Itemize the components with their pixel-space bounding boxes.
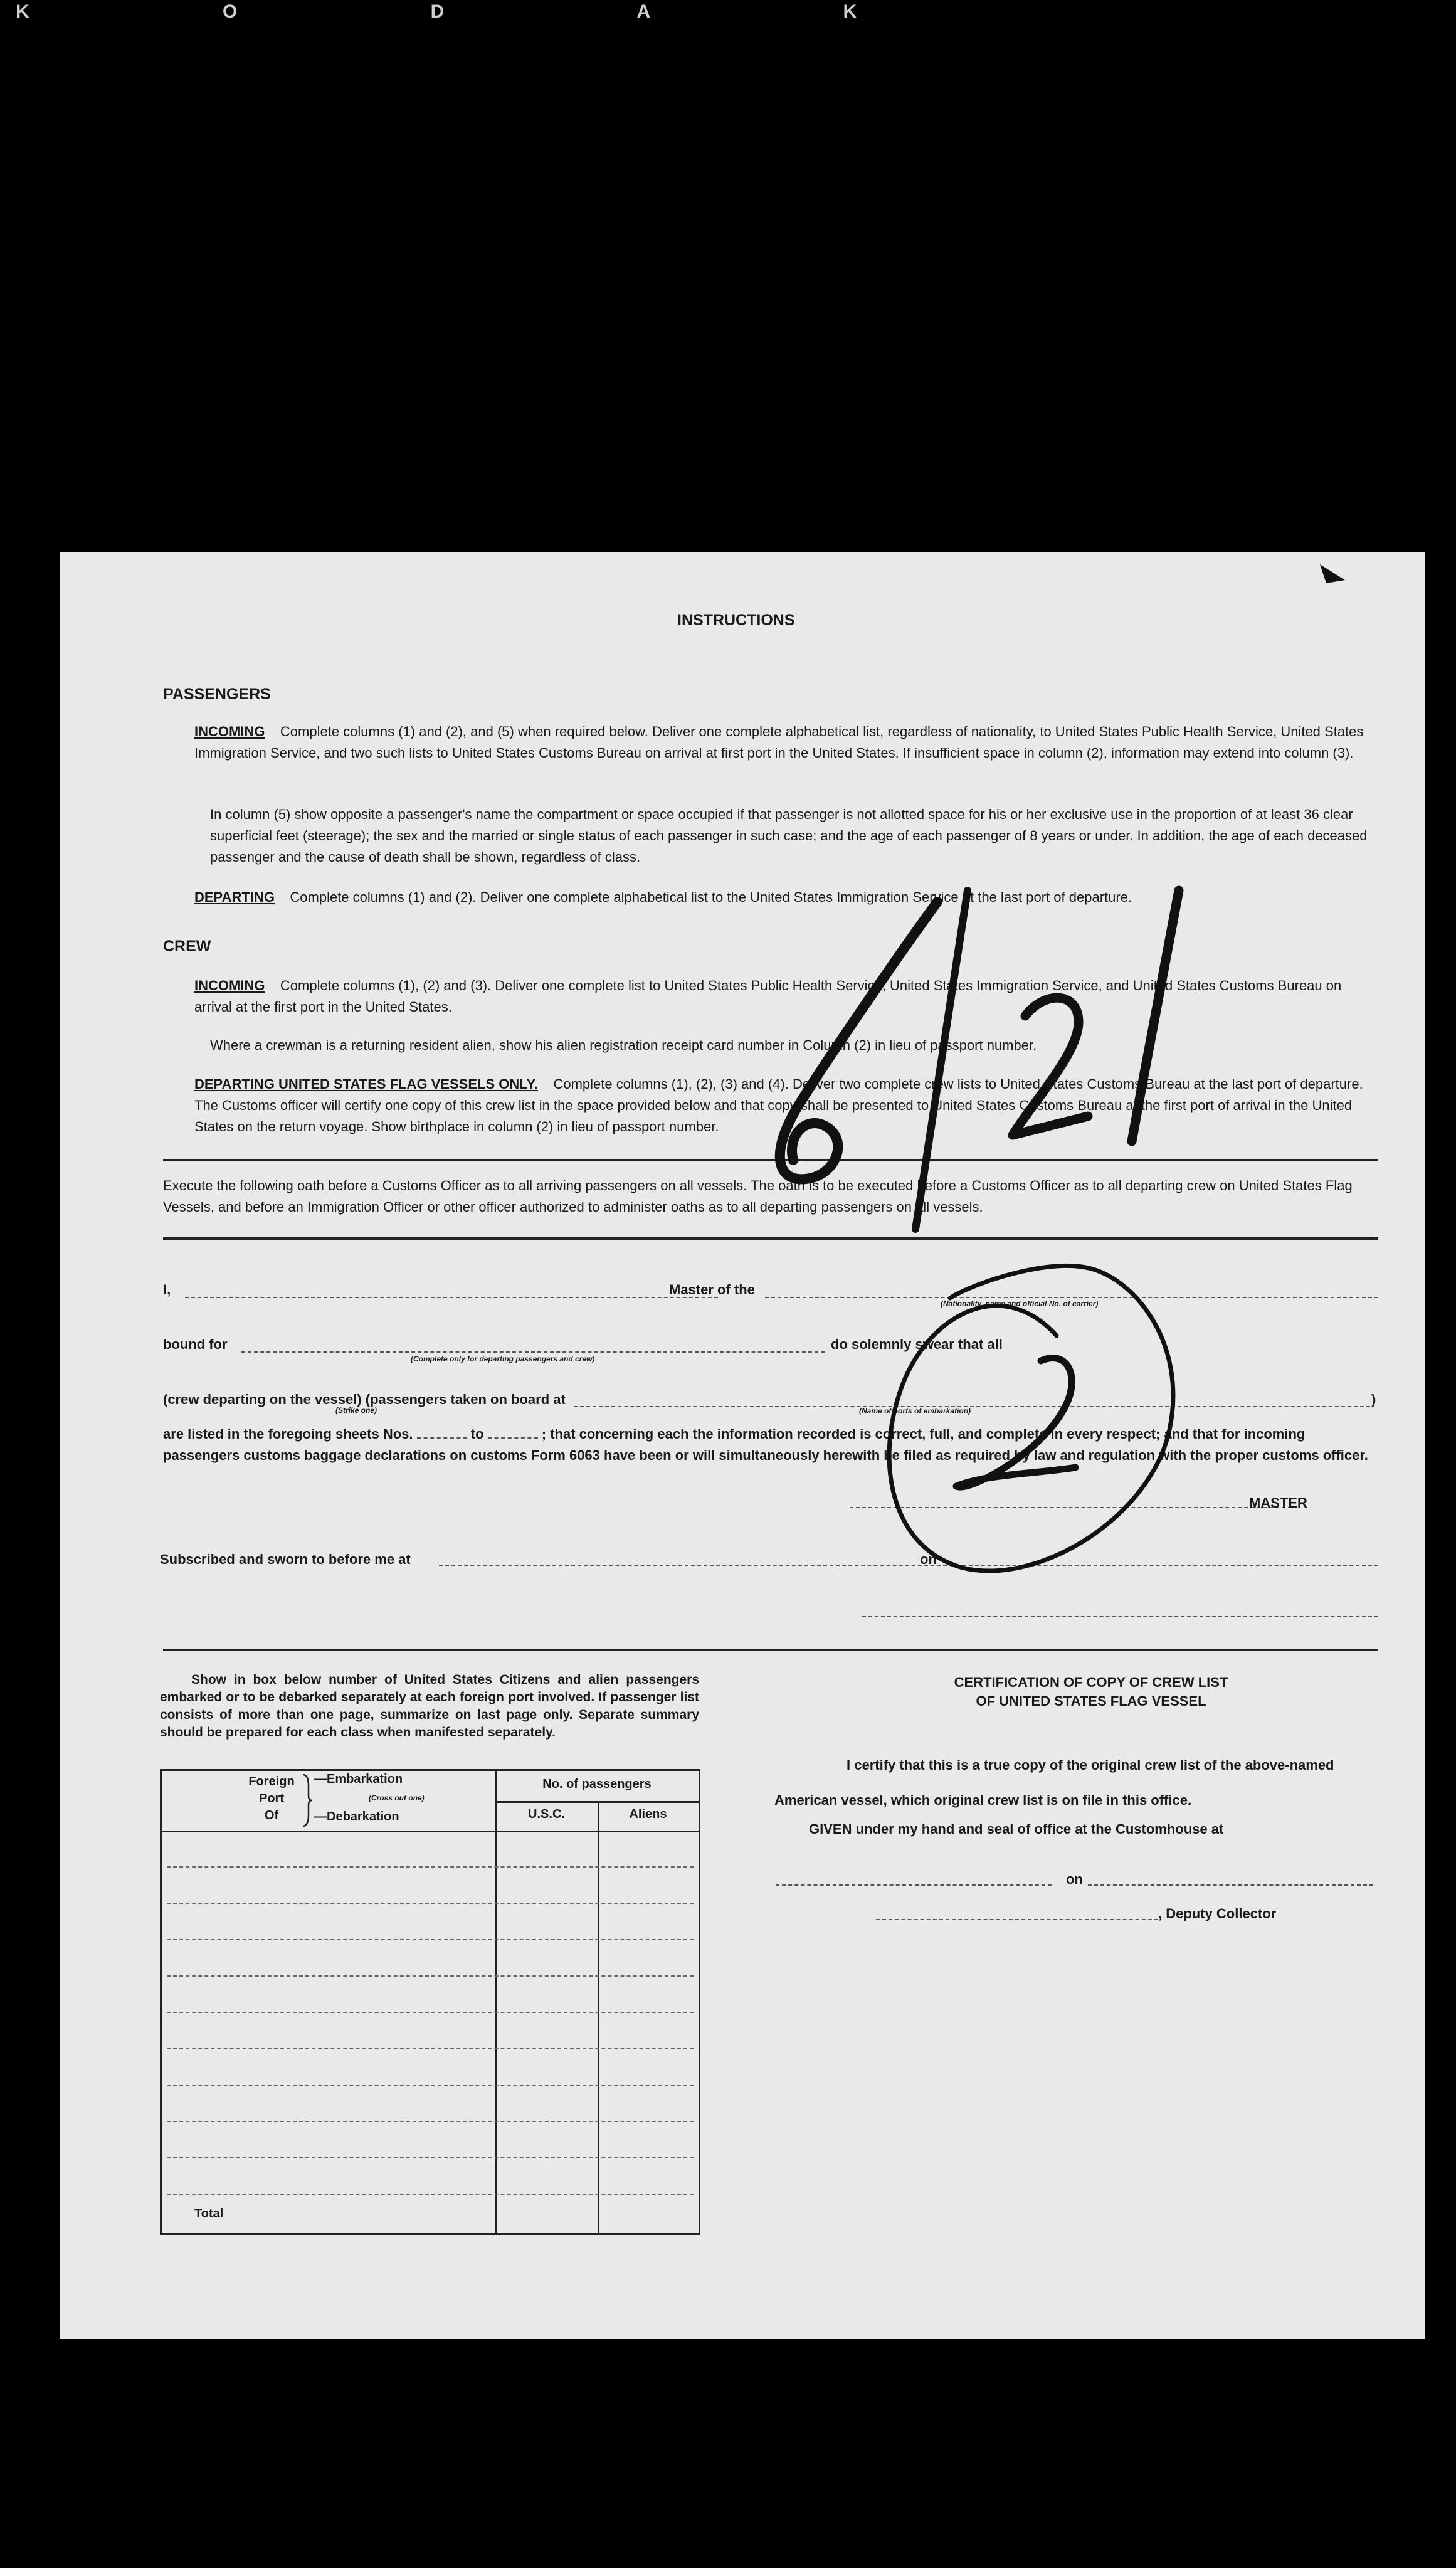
sheet-from-field[interactable]: [417, 1437, 467, 1439]
table-row[interactable]: [167, 2012, 694, 2013]
table-row[interactable]: [167, 2121, 694, 2122]
given-text: GIVEN under my hand and seal of office at the Customhouse at: [809, 1821, 1224, 1837]
summary-instructions: Show in box below number of United States Citizens and alien passengers embarked or to be debarked separately at each foreign port involved. If passenger list consists of more than one page, summarize on last page only. Separate summary should be prepared for each class when manifested separately.: [160, 1672, 699, 1740]
crew-departing-label: DEPARTING UNITED STATES FLAG VESSELS ONLY.: [194, 1076, 539, 1092]
foreign-port-of: [246, 1773, 297, 1824]
no-of-passengers-header: No. of passengers: [542, 1777, 652, 1791]
passengers-departing-text: Complete columns (1) and (2). Deliver one complete alphabetical list to the United States Immigration Service at the last port of departure.: [290, 889, 1132, 905]
deputy-signature-field[interactable]: [876, 1919, 1158, 1920]
officer-signature-field[interactable]: [862, 1616, 1378, 1617]
nationality-note: (Nationality, name and official No. of carrier): [941, 1299, 1099, 1308]
certification-date-field[interactable]: [1088, 1884, 1373, 1886]
table-row[interactable]: [167, 2048, 694, 2049]
table-row[interactable]: [167, 1866, 694, 1868]
ports-note: (Name of ports of embarkation): [859, 1407, 971, 1415]
passengers-departing-paragraph: [194, 887, 1378, 908]
certification-on-label: on: [1066, 1871, 1083, 1887]
table-vline-1: [495, 1771, 497, 2233]
divider-rule-3: [163, 1649, 1378, 1651]
port-label: Port: [259, 1792, 284, 1805]
carrier-field[interactable]: [765, 1297, 1378, 1298]
strike-note: (Strike one): [335, 1406, 377, 1415]
certify-text: I certify that this is a true copy of the original crew list of the above-named American vessel, which original crew list is on file in this office.: [774, 1757, 1334, 1808]
table-row[interactable]: [167, 2085, 694, 2086]
usc-header: U.S.C.: [528, 1807, 565, 1821]
table-row[interactable]: [167, 2194, 694, 2195]
subscribed-on-label: on: [920, 1551, 937, 1567]
total-label: Total: [194, 2207, 224, 2221]
deputy-collector-label: , Deputy Collector: [1158, 1906, 1277, 1921]
oath-i-label: I,: [163, 1282, 171, 1297]
table-hline-sub: [495, 1801, 699, 1803]
passengers-incoming-text: Complete columns (1) and (2), and (5) when required below. Deliver one complete alphabetical list, regardless of nationality, to United States Public Health Service, United States Immigration Service, and two such lists to United States Customs Bureau on arrival at first port in the United States. If insufficient space in column (2), information may extend into column (3).: [194, 724, 1364, 761]
table-row[interactable]: [167, 1903, 694, 1904]
crew-departing-text: Complete columns (1), (2), (3) and (4). Deliver two complete crew lists to United States Customs Bureau at the last port of departure. The Customs officer will certify one copy of this crew list in the space provided below and that copy shall be presented to United States Customs Bureau at the first port of arrival in the United States on the return voyage. Show birthplace in column (2) in lieu of passport number.: [194, 1076, 1363, 1134]
customhouse-field[interactable]: [776, 1884, 1052, 1886]
listed-paragraph: [163, 1424, 1378, 1466]
embarkation-label: —Embarkation: [314, 1772, 403, 1786]
subscribed-place-field[interactable]: [439, 1565, 953, 1566]
brace-icon: [301, 1773, 314, 1827]
passenger-summary-table: [160, 1769, 700, 2235]
page-title: INSTRUCTIONS: [677, 611, 795, 629]
crew-incoming-label: INCOMING: [194, 978, 265, 993]
passengers-heading: PASSENGERS: [163, 685, 271, 703]
subscribed-label: Subscribed and sworn to before me at: [160, 1551, 411, 1567]
listed-text-b: ; that concerning each the information recorded is correct, full, and complete in every respect; and that for incoming passengers customs baggage declarations on customs Form 6063 have been or will simultaneously herewith be filed as required by law and regulation with the proper customs officer.: [163, 1426, 1368, 1463]
certification-heading: [825, 1673, 1358, 1711]
master-label: MASTER: [1249, 1495, 1307, 1511]
table-row[interactable]: [167, 1975, 694, 1977]
certification-heading-line1: CERTIFICATION OF COPY OF CREW LIST: [954, 1674, 1228, 1690]
bound-note: (Complete only for departing passengers and crew): [411, 1355, 595, 1363]
crew-incoming-paragraph: [194, 975, 1378, 1018]
crew-departing-label: (crew departing on the vessel) (passengers taken on board at: [163, 1392, 566, 1407]
aliens-header: Aliens: [629, 1807, 667, 1821]
passengers-incoming-paragraph: [194, 721, 1378, 764]
foreign-label: Foreign: [248, 1775, 295, 1789]
close-paren: ): [1371, 1392, 1376, 1407]
corner-mark: [1320, 564, 1345, 583]
ports-field[interactable]: [574, 1406, 1370, 1407]
swear-label: do solemnly swear that all: [831, 1336, 1003, 1352]
master-signature-field[interactable]: [850, 1507, 1292, 1508]
film-edge-marking: K O D A K: [16, 1, 951, 22]
master-name-field[interactable]: [185, 1297, 718, 1298]
cross-out-note: (Cross out one): [369, 1794, 425, 1802]
column5-paragraph: In column (5) show opposite a passenger's name the compartment or space occupied if that passenger is not allotted space for his or her exclusive use in the proportion of at least 36 clear superficial feet (steerage); the sex and the married or single status of each passenger in such case; and the age of each passenger of 8 years or under. In addition, the age of each deceased passenger and the cause of death shall be shown, regardless of class.: [210, 806, 1368, 865]
divider-rule-2: [163, 1237, 1378, 1240]
oath-instructions: Execute the following oath before a Customs Officer as to all arriving passengers on all vessels. The oath is to be executed before a Customs Officer as to all departing crew on United States Flag Vessels, and before an Immigration Officer or other officer authorized to administer oaths as to all departing passengers on all vessels.: [163, 1178, 1353, 1215]
of-label: Of: [264, 1809, 279, 1822]
bound-for-field[interactable]: [241, 1351, 825, 1353]
debarkation-label: —Debarkation: [314, 1810, 399, 1824]
crew-incoming-text: Complete columns (1), (2) and (3). Deliver one complete list to United States Public Health Service, United States Immigration Service, and United States Customs Bureau on arrival at the first port in the United States.: [194, 978, 1342, 1015]
master-of-label: Master of the: [669, 1282, 755, 1297]
table-row[interactable]: [167, 2157, 694, 2158]
document-page: [60, 552, 1425, 2339]
passengers-departing-label: DEPARTING: [194, 889, 275, 905]
crew-resident-paragraph: Where a crewman is a returning resident alien, show his alien registration receipt card number in Column (2) in lieu of passport number.: [210, 1037, 1037, 1053]
sheet-to-field[interactable]: [488, 1437, 538, 1439]
passengers-incoming-label: INCOMING: [194, 724, 265, 739]
certification-heading-line2: OF UNITED STATES FLAG VESSEL: [976, 1693, 1206, 1709]
crew-heading: CREW: [163, 938, 211, 955]
table-hline-header: [162, 1831, 699, 1832]
circled-digit: [956, 1358, 1075, 1487]
divider-rule-1: [163, 1159, 1378, 1161]
table-row[interactable]: [167, 1939, 694, 1940]
circle-mark: [889, 1266, 1173, 1571]
crew-departing-paragraph: [194, 1074, 1378, 1138]
listed-to: to: [470, 1426, 484, 1442]
subscribed-date-field[interactable]: [944, 1565, 1378, 1566]
bound-for-label: bound for: [163, 1336, 228, 1352]
listed-text-a: are listed in the foregoing sheets Nos.: [163, 1426, 413, 1442]
